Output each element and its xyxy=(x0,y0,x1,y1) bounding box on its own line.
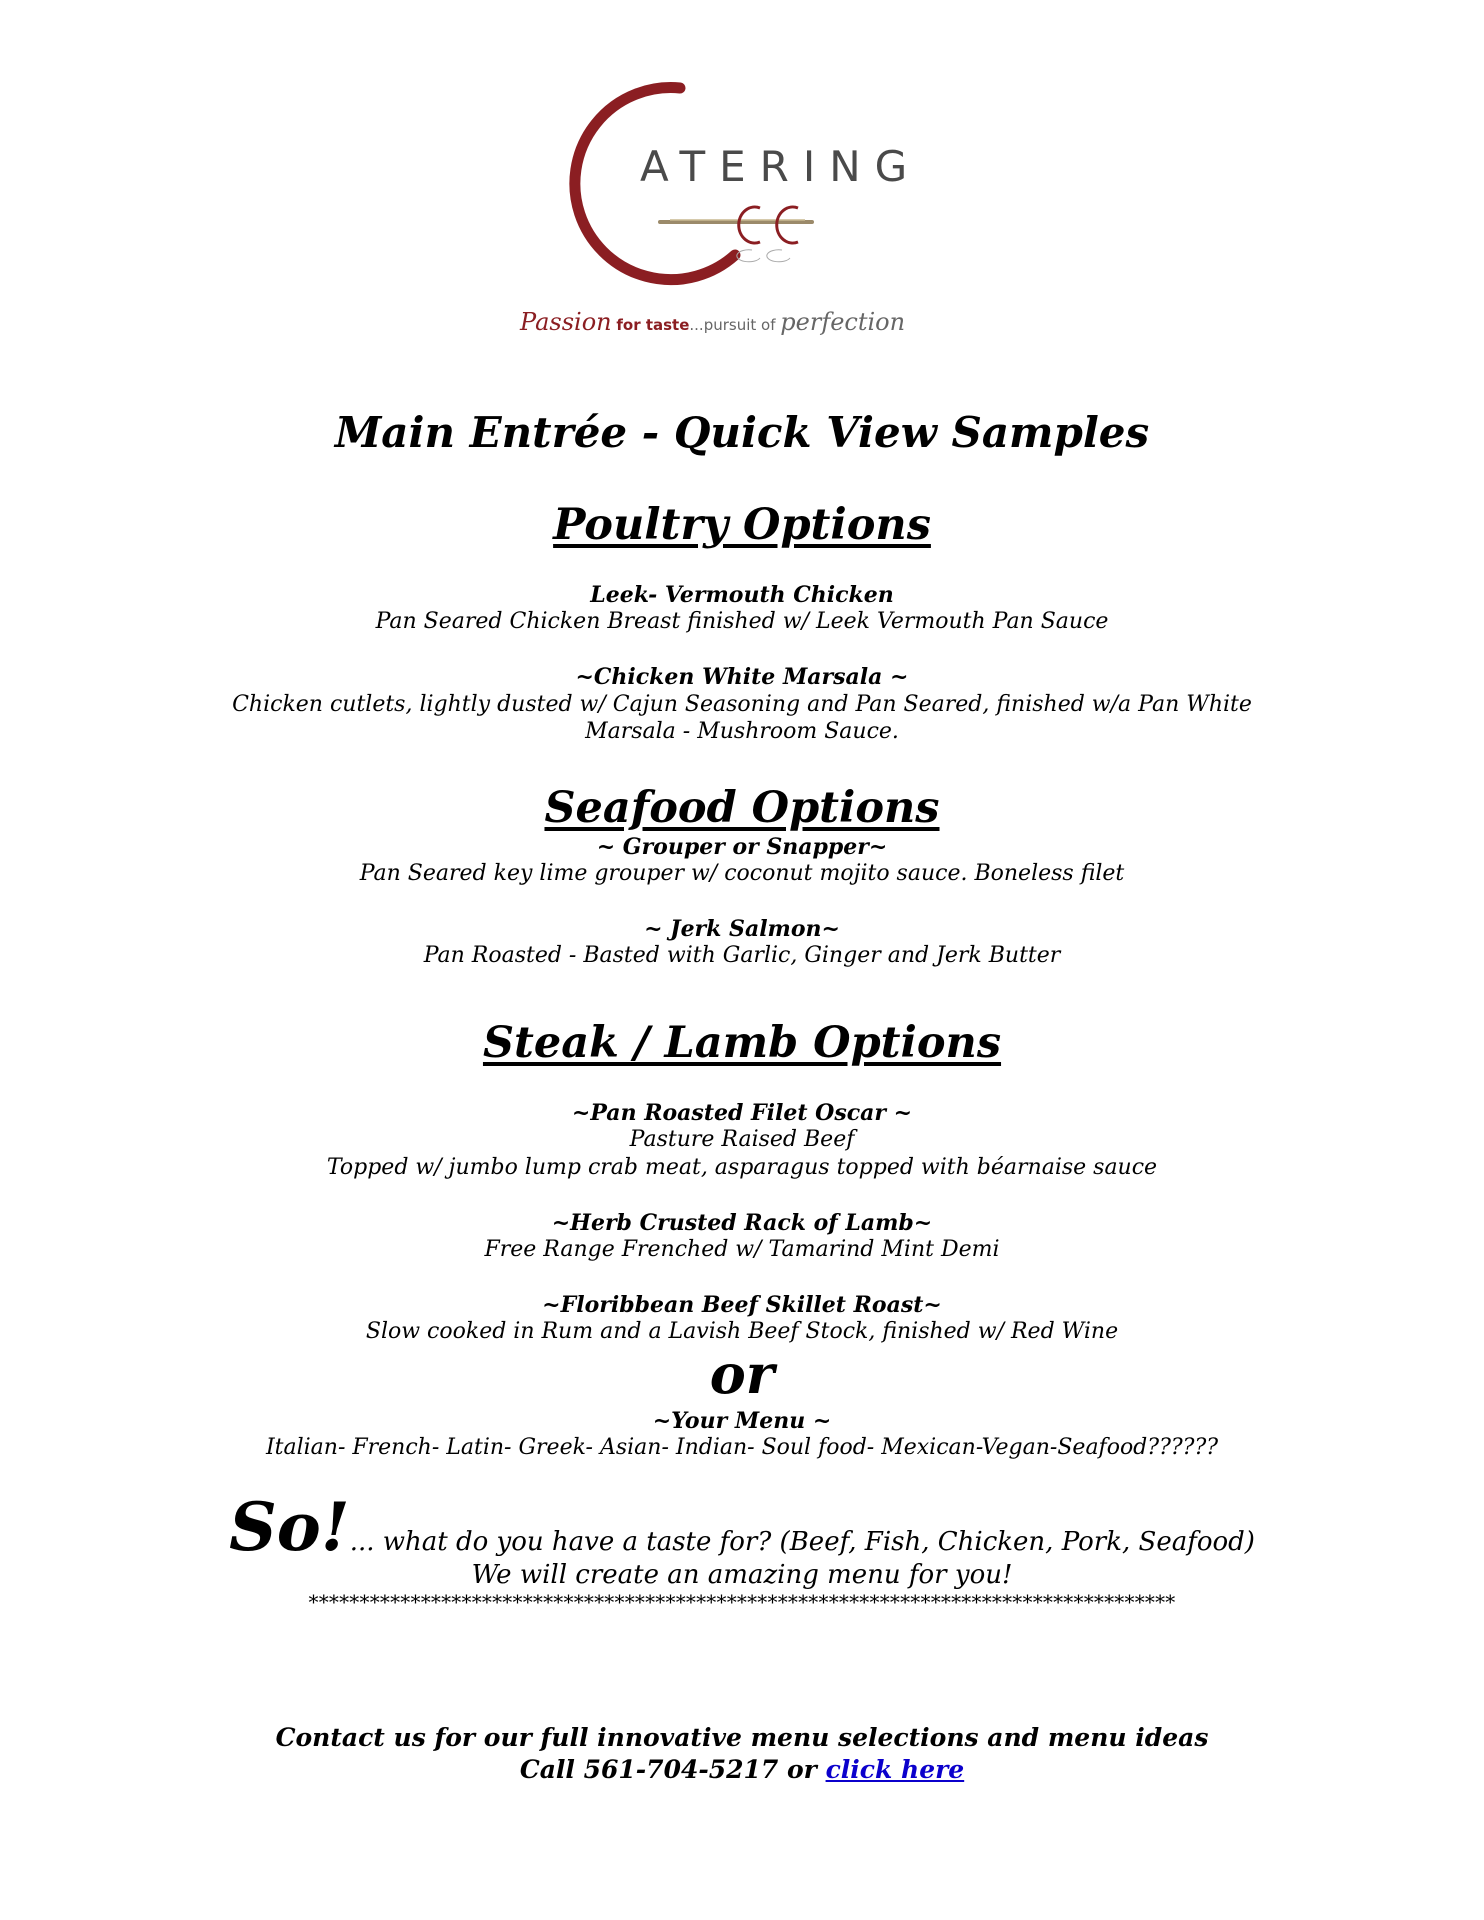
catering-logo xyxy=(520,80,970,370)
item-name-jerk-salmon: ~ Jerk Salmon~ xyxy=(644,916,840,942)
so-promise: We will create an amazing menu for you! xyxy=(471,1560,1013,1590)
or-divider: or xyxy=(709,1342,775,1406)
tagline-for-taste: for taste xyxy=(616,316,690,334)
item-name-beef-skillet-roast: ~Floribbean Beef Skillet Roast~ xyxy=(542,1292,942,1318)
star-divider: ************************************************************************************* xyxy=(308,1590,1176,1614)
contact-line-2 xyxy=(0,1754,1484,1786)
contact-phone: Call 561-704-5217 or xyxy=(519,1755,826,1784)
tagline-pursuit: ...pursuit of xyxy=(689,316,776,334)
logo-tagline xyxy=(520,308,970,336)
section-heading-poultry: Poultry Options xyxy=(553,500,931,550)
contact-block xyxy=(0,1722,1484,1786)
so-callout xyxy=(0,1488,1484,1566)
item-name-rack-of-lamb: ~Herb Crusted Rack of Lamb~ xyxy=(551,1210,933,1236)
click-here-link[interactable]: click here xyxy=(825,1755,965,1784)
item-desc-grouper-or-snapper: Pan Seared key lime grouper w/ coconut mojito sauce. Boneless filet xyxy=(359,861,1125,886)
item-desc-leek-vermouth-chicken: Pan Seared Chicken Breast finished w/ Leek Vermouth Pan Sauce xyxy=(375,609,1109,634)
tagline-passion: Passion xyxy=(520,308,612,336)
logo-wordmark: ATERING xyxy=(640,142,922,191)
item-name-grouper-or-snapper: ~ Grouper or Snapper~ xyxy=(596,834,888,860)
item-desc-your-menu: Italian- French- Latin- Greek- Asian- Indian- Soul food- Mexican-Vegan-Seafood?????? xyxy=(265,1435,1219,1460)
tagline-perfection: perfection xyxy=(780,308,906,336)
page-title: Main Entrée - Quick View Samples xyxy=(334,408,1150,457)
item-desc-filet-oscar-2: Topped w/ jumbo lump crab meat, asparagus topped with béarnaise sauce xyxy=(326,1155,1158,1180)
so-question: ... what do you have a taste for? (Beef, Fish, Chicken, Pork, Seafood) xyxy=(349,1527,1255,1557)
item-name-leek-vermouth-chicken: Leek- Vermouth Chicken xyxy=(590,582,894,608)
item-name-your-menu: ~Your Menu ~ xyxy=(652,1408,832,1434)
item-desc-beef-skillet-roast: Slow cooked in Rum and a Lavish Beef Stock, finished w/ Red Wine xyxy=(365,1319,1119,1344)
item-desc-jerk-salmon: Pan Roasted - Basted with Garlic, Ginger and Jerk Butter xyxy=(423,943,1061,968)
section-heading-seafood: Seafood Options xyxy=(544,783,940,833)
contact-line-1: Contact us for our full innovative menu selections and menu ideas xyxy=(275,1723,1209,1752)
item-desc-chicken-white-marsala-2: Marsala - Mushroom Sauce. xyxy=(585,719,899,744)
item-desc-rack-of-lamb: Free Range Frenched w/ Tamarind Mint Demi xyxy=(484,1237,1000,1262)
item-desc-chicken-white-marsala: Chicken cutlets, lightly dusted w/ Cajun Seasoning and Pan Seared, finished w/a Pan White xyxy=(232,692,1252,717)
so-big-text: So! xyxy=(229,1488,350,1566)
item-desc-filet-oscar: Pasture Raised Beef xyxy=(629,1127,855,1152)
item-name-filet-oscar: ~Pan Roasted Filet Oscar ~ xyxy=(571,1100,913,1126)
item-name-chicken-white-marsala: ~Chicken White Marsala ~ xyxy=(575,664,909,690)
logo-c-emblem xyxy=(520,80,970,310)
section-heading-steak-lamb: Steak / Lamb Options xyxy=(482,1018,1002,1068)
